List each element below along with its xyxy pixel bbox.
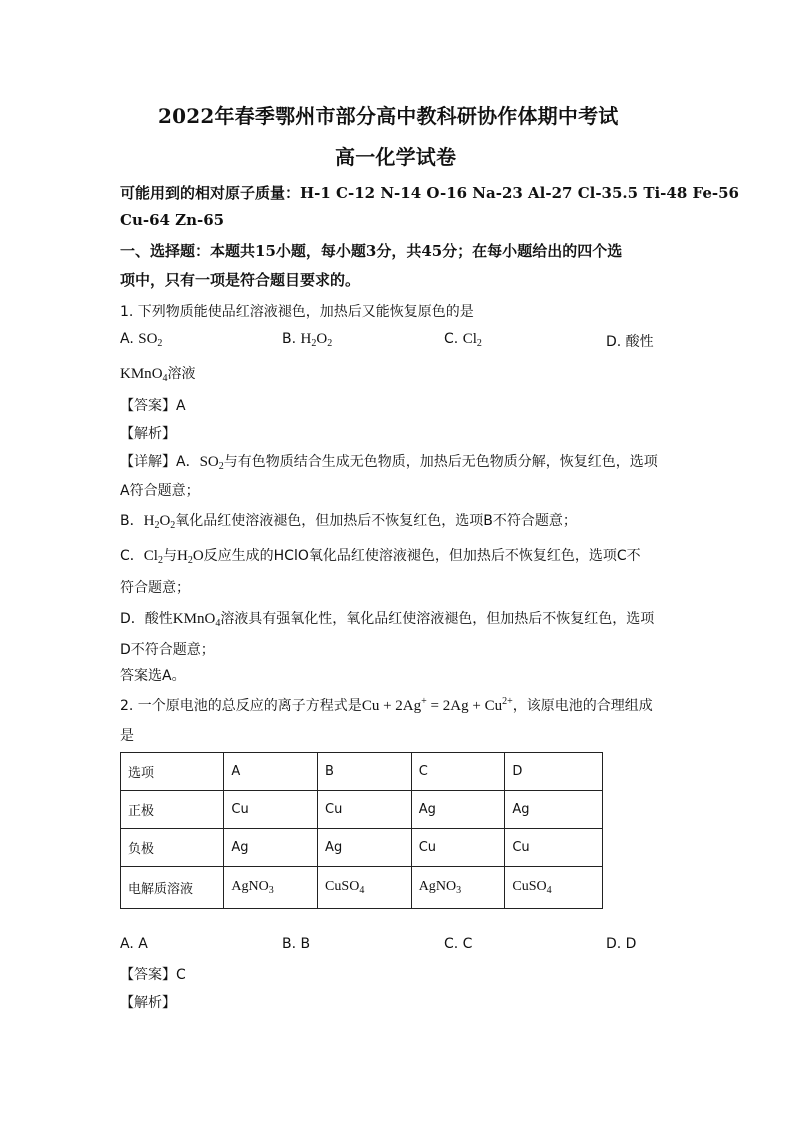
q1-stem: 1. 下列物质能使品红溶液褪色，加热后又能恢复原色的是 [120, 304, 474, 320]
exam-title: 2022年春季鄂州市部分高中教科研协作体期中考试 [158, 104, 619, 128]
table-cell: 选项 [121, 753, 224, 791]
formula-kmno4: KMnO$_4$ [120, 366, 168, 384]
atomic-mass-line2: Cu-64 Zn-65 [120, 211, 225, 229]
formula-so2: $SO_2$ [138, 331, 163, 349]
table-cell: Ag [318, 829, 412, 867]
q1-detail-c-line1: C．$Cl_2$与$H_2O$反应生成的HClO氧化品红使溶液褪色，但加热后不恢复红色，选项C不 [120, 548, 641, 566]
table-cell: Ag [411, 791, 505, 829]
exam-subtitle: 高一化学试卷 [335, 145, 457, 169]
table-cell: A [224, 753, 318, 791]
q1-detail-d-line1: D．酸性KMnO$_4$溶液具有强氧化性，氧化品红使溶液褪色，但加热后不恢复红色，选项 [120, 611, 655, 629]
q1-option-b: B. $H_2O_2$ [282, 331, 333, 349]
table-row [121, 753, 603, 791]
table-cell: AgNO$_3$ [224, 867, 318, 909]
atomic-mass-line1: 可能用到的相对原子质量：H-1 C-12 N-14 O-16 Na-23 Al-27 Cl-35.5 Ti-48 Fe-56 [120, 184, 739, 202]
table-cell: Cu [411, 829, 505, 867]
table-cell: Ag [505, 791, 603, 829]
table-cell: CuSO$_4$ [318, 867, 412, 909]
table-cell: 电解质溶液 [121, 867, 224, 909]
formula-cl2: $Cl_2$ [462, 331, 482, 349]
table-cell: Ag [224, 829, 318, 867]
q2-stem: 2. 一个原电池的总反应的离子方程式是$Cu + 2Ag^+ = 2Ag + Cu^{2+}$，该原电池的合理组成 [120, 696, 653, 714]
section-heading-line1: 一、选择题：本题共15小题，每小题3分，共45分；在每小题给出的四个选 [120, 242, 623, 260]
table-cell: B [318, 753, 412, 791]
q1-detail-d-line2: D不符合题意； [120, 642, 215, 658]
options-table [120, 752, 603, 909]
table-row [121, 867, 603, 909]
q1-option-d: D. 酸性 [606, 334, 654, 350]
q1-detail-a-line1: 【详解】A．$SO_2$与有色物质结合生成无色物质，加热后无色物质分解，恢复红色，选项 [120, 454, 658, 472]
table-row [121, 829, 603, 867]
table-cell: Cu [505, 829, 603, 867]
ionic-equation: $Cu + 2Ag^+ = 2Ag + Cu^{2+}$ [361, 696, 513, 714]
q2-option-a: A. A [120, 936, 148, 952]
table-cell: Cu [318, 791, 412, 829]
q1-detail-c-line2: 符合题意； [120, 580, 190, 596]
q2-option-b: B. B [282, 936, 311, 952]
q1-detail-a-line2: A符合题意； [120, 483, 200, 499]
q1-option-c: C. $Cl_2$ [444, 331, 482, 349]
table-cell: Cu [224, 791, 318, 829]
table-cell: 正极 [121, 791, 224, 829]
q2-option-c: C. C [444, 936, 473, 952]
formula-h2o2: $H_2O_2$ [300, 331, 333, 349]
q1-analysis-label: 【解析】 [120, 426, 176, 442]
table-cell: AgNO$_3$ [411, 867, 505, 909]
q1-answer: 【答案】A [120, 398, 186, 414]
table-cell: D [505, 753, 603, 791]
q2-answer: 【答案】C [120, 967, 186, 983]
q2-stem-line2: 是 [120, 728, 134, 744]
q2-option-d: D. D [606, 936, 637, 952]
q1-option-d-cont: KMnO$_4$溶液 [120, 366, 196, 384]
section-heading-line2: 项中，只有一项是符合题目要求的。 [120, 271, 361, 289]
q1-conclusion: 答案选A。 [120, 668, 186, 684]
q1-option-a: A. $SO_2$ [120, 331, 163, 349]
q2-analysis-label: 【解析】 [120, 995, 176, 1011]
table-cell: 负极 [121, 829, 224, 867]
table-cell: C [411, 753, 505, 791]
table-cell: CuSO$_4$ [505, 867, 603, 909]
table-row [121, 791, 603, 829]
q1-detail-b: B．$H_2O_2$氧化品红使溶液褪色，但加热后不恢复红色，选项B不符合题意； [120, 513, 577, 531]
